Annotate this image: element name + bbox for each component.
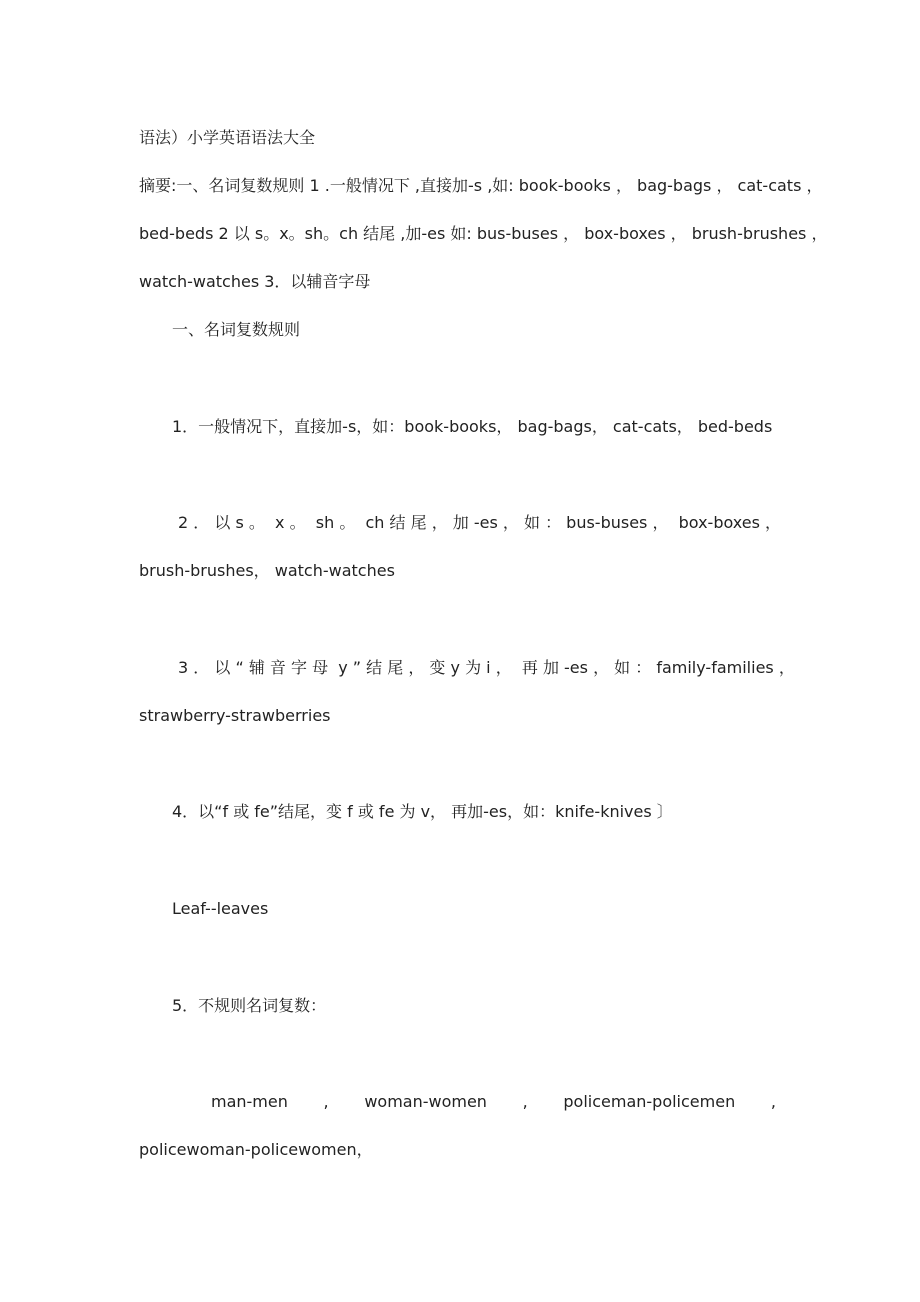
separator-comma: ,	[522, 1092, 528, 1111]
rule-4: 4．以“f 或 fe”结尾，变 f 或 fe 为 v， 再加-es，如：knife-knives 〕	[172, 802, 673, 821]
rule-2-line-2: brush-brushes， watch-watches	[139, 561, 395, 580]
separator-comma: ,	[770, 1092, 776, 1111]
rule-5-examples-line-2: policewoman-policewomen，	[139, 1140, 373, 1159]
rule-5-examples-line-1	[211, 1090, 776, 1114]
example-policeman-policemen: policeman-policemen	[563, 1092, 736, 1111]
document-title: 语法）小学英语语法大全	[139, 128, 316, 147]
example-woman-women: woman-women	[364, 1092, 487, 1111]
separator-comma: ,	[323, 1092, 329, 1111]
summary-line-1: 摘要:一、名词复数规则 1 .一般情况下 ,直接加-s ,如: book-books ， bag-bags ， cat-cats ，	[139, 176, 823, 195]
example-man-men: man-men	[211, 1092, 288, 1111]
rule-3-line-2: strawberry-strawberries	[139, 706, 331, 725]
summary-line-3: watch-watches 3．以辅音字母	[139, 272, 371, 291]
rule-3-line-1: 3 ． 以 “ 辅 音 字 母 y ” 结 尾 ， 变 y 为 i ， 再 加 -es ， 如 ： family-families ，	[178, 658, 795, 677]
section-heading: 一、名词复数规则	[172, 320, 301, 339]
summary-line-2: bed-beds 2 以 s。x。sh。ch 结尾 ,加-es 如: bus-buses ， box-boxes ， brush-brushes ，	[139, 224, 828, 243]
rule-5: 5．不规则名词复数：	[172, 996, 327, 1015]
rule-4-example: Leaf--leaves	[172, 899, 269, 918]
rule-2-line-1: 2 ． 以 s 。 x 。 sh 。 ch 结 尾 ， 加 -es ， 如 ： bus-buses ， box-boxes ，	[178, 513, 782, 532]
rule-1: 1．一般情况下，直接加-s，如：book-books， bag-bags， cat-cats， bed-beds	[172, 417, 773, 436]
